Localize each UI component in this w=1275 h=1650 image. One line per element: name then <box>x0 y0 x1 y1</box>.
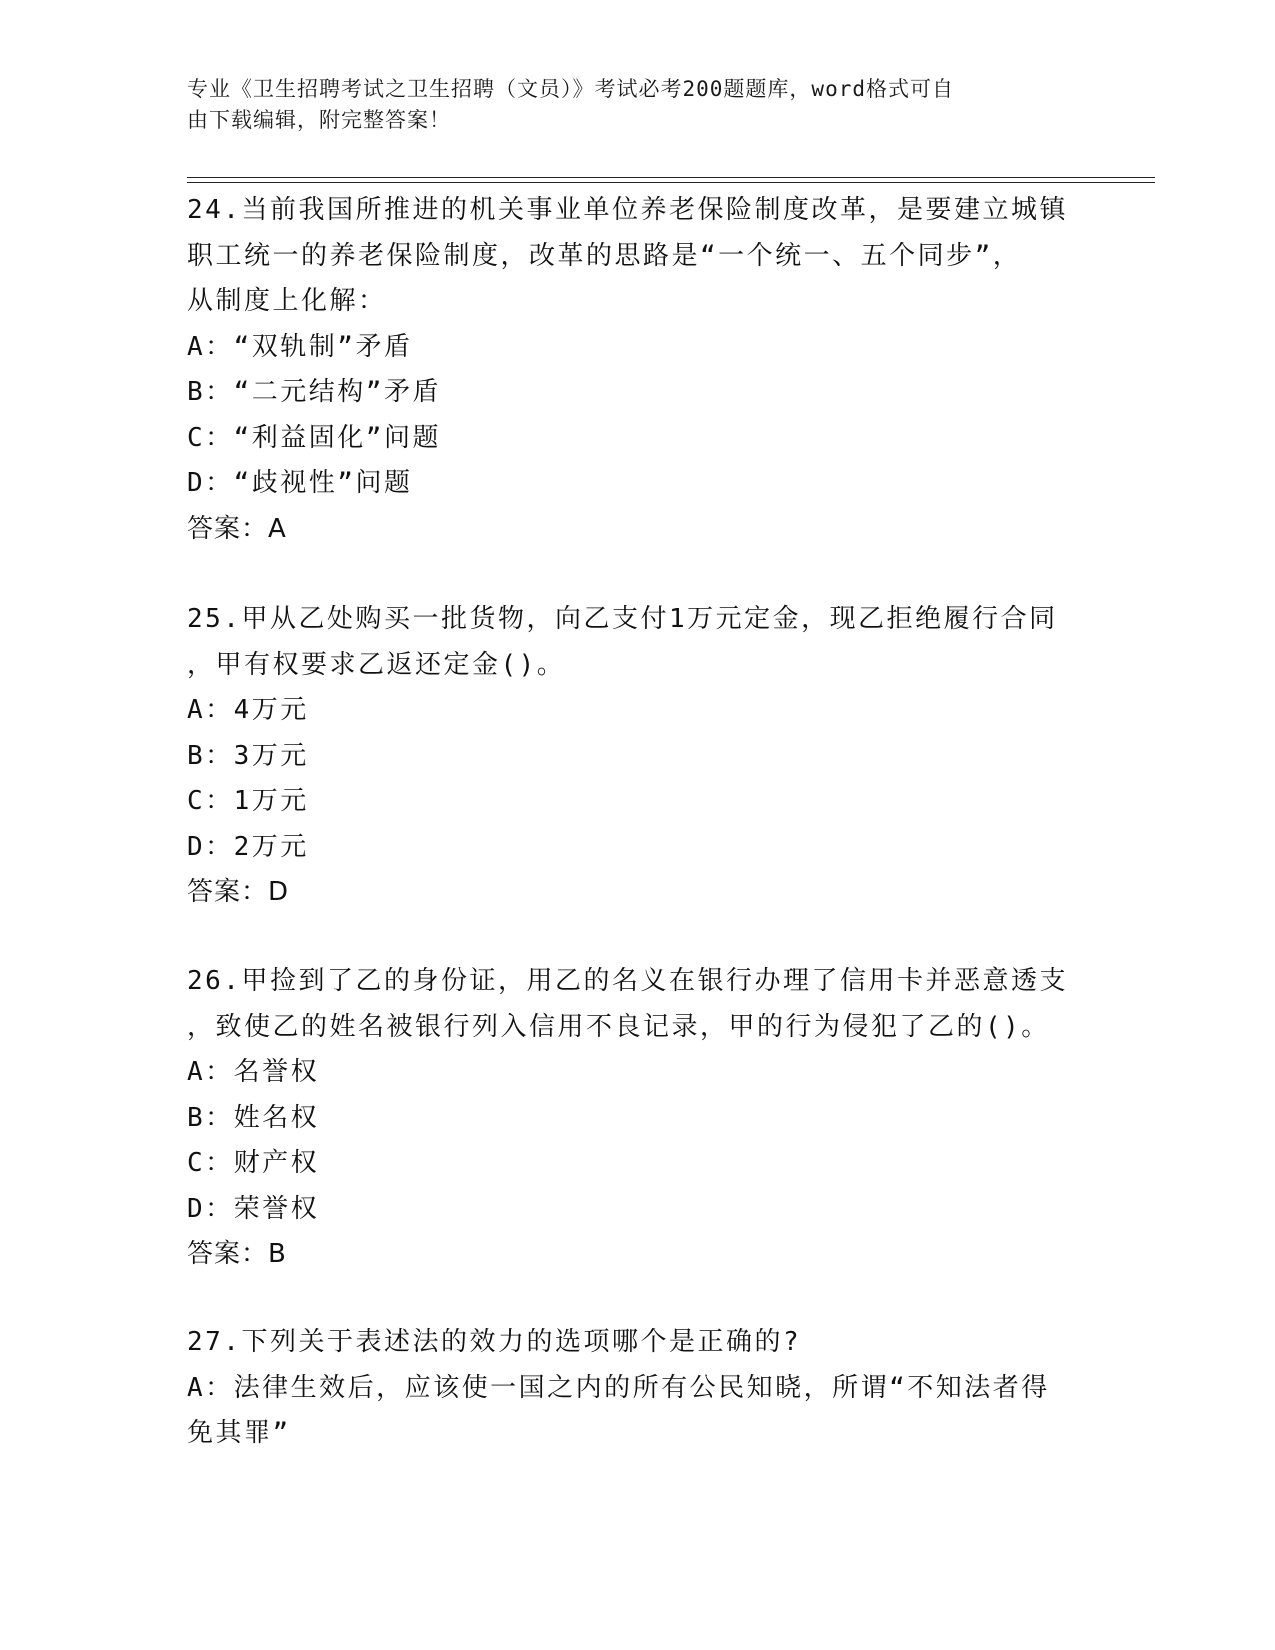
option-a: A：“双轨制”矛盾 <box>187 331 413 362</box>
question-25 <box>187 597 1067 916</box>
option-a: A：4万元 <box>187 695 309 725</box>
answer-label: 答案：B <box>187 1239 287 1269</box>
answer-label: 答案：A <box>187 513 287 544</box>
question-text-line: ，致使乙的姓名被银行列入信用不良记录，甲的行为侵犯了乙的()。 <box>187 1011 1050 1042</box>
header-line-2: 由下载编辑，附完整答案！ <box>187 108 451 132</box>
header-divider-bottom <box>187 182 1155 183</box>
option-a: A：名誉权 <box>187 1057 320 1087</box>
option-a: A：法律生效后，应该使一国之内的所有公民知晓，所谓“不知法者得 <box>187 1372 1050 1403</box>
option-d: D：2万元 <box>187 831 309 862</box>
option-d: D：“歧视性”问题 <box>187 468 413 498</box>
header-divider-top <box>187 177 1155 178</box>
question-text-line: 25.甲从乙处购买一批货物，向乙支付1万元定金，现乙拒绝履行合同 <box>187 604 1058 634</box>
option-a-continued: 免其罪” <box>187 1418 291 1448</box>
answer-label: 答案：D <box>187 877 290 907</box>
question-text-line: 27.下列关于表述法的效力的选项哪个是正确的? <box>187 1327 802 1357</box>
header-line-1: 专业《卫生招聘考试之卫生招聘（文员）》考试必考200题题库，word格式可自 <box>187 77 954 101</box>
question-24 <box>187 188 1067 552</box>
option-b: B：“二元结构”矛盾 <box>187 377 441 407</box>
question-27 <box>187 1320 1067 1457</box>
option-c: C：“利益固化”问题 <box>187 422 441 453</box>
question-text-line: 24.当前我国所推进的机关事业单位养老保险制度改革，是要建立城镇 <box>187 195 1068 225</box>
option-c: C：财产权 <box>187 1148 320 1178</box>
document-header <box>187 74 1067 136</box>
option-d: D：荣誉权 <box>187 1193 320 1224</box>
question-26 <box>187 959 1067 1278</box>
question-text-line: ，甲有权要求乙返还定金()。 <box>187 649 566 680</box>
question-text-line: 职工统一的养老保险制度，改革的思路是“一个统一、五个同步”， <box>187 240 1022 271</box>
option-b: B：3万元 <box>187 740 309 771</box>
option-b: B：姓名权 <box>187 1102 320 1133</box>
option-c: C：1万元 <box>187 786 309 816</box>
question-text-line: 26.甲捡到了乙的身份证，用乙的名义在银行办理了信用卡并恶意透支 <box>187 966 1068 996</box>
question-text-line: 从制度上化解： <box>187 286 387 316</box>
